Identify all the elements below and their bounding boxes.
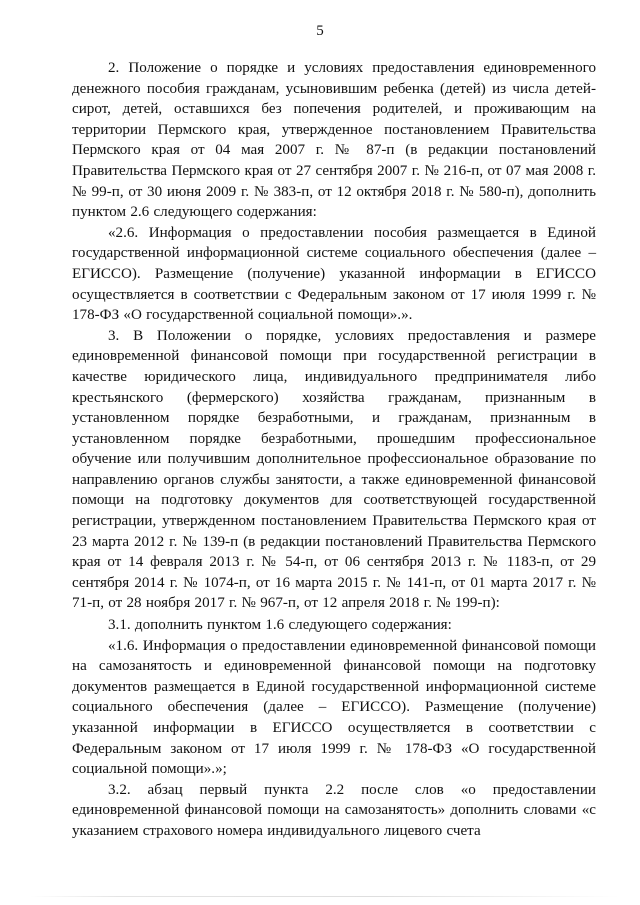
paragraph-2-6-quote: «2.6. Информация о предоставлении пособия размещается в Единой государственной информационной системе социального обеспечения (далее – ЕГИССО). Размещение (получение) указанной информации в ЕГИССО осуществляется в соответствии с Федеральным законом от 17 июля 1999 г. № 178-ФЗ «О государственной социальной помощи».». — [72, 224, 596, 324]
document-body — [72, 58, 596, 842]
paragraph-3-1: 3.1. дополнить пунктом 1.6 следующего содержания: — [108, 617, 452, 634]
scan-edge-line — [30, 896, 620, 897]
paragraph-3: 3. В Положении о порядке, условиях предоставления и размере единовременной финансовой помощи при государственной регистрации в качестве юридического лица, индивидуального предпринимателя либо крестьянского (фермерского) хозяйства гражданам, признанным в установленном порядке безработными, и гражданам, признанным в установленном порядке безработными, прошедшим профессиональное обучение или получившим дополнительное профессиональное образование по направлению органов службы занятости, а также единовременной финансовой помощи на подготовку документов для соответствующей государственной регистрации, утвержденном постановлением Правительства Пермского края от 23 марта 2012 г. № 139-п (в редакции постановлений Правительства Пермского края от 14 февраля 2013 г. № 54-п, от 06 сентября 2013 г. № 1183-п, от 29 сентября 2014 г. № 1074-п, от 16 марта 2015 г. № 141-п, от 01 марта 2017 г. № 71-п, от 28 ноября 2017 г. № 967-п, от 12 апреля 2018 г. № 199-п): — [72, 327, 596, 612]
paragraph-3-2: 3.2. абзац первый пункта 2.2 после слов «о предоставлении единовременной финансовой помощи на самозанятость» дополнить словами «с указанием страхового номера индивидуального лицевого счета — [72, 781, 596, 839]
paragraph-2: 2. Положение о порядке и условиях предоставления единовременного денежного пособия гражданам, усыновившим ребенка (детей) из числа детей-сирот, детей, оставшихся без попечения родителей, и проживающим на территории Пермского края, утвержденное постановлением Правительства Пермского края от 04 мая 2007 г. № 87-п (в редакции постановлений Правительства Пермского края от 27 сентября 2007 г. № 216-п, от 07 мая 2008 г. № 99-п, от 30 июня 2009 г. № 383-п, от 12 октября 2018 г. № 580-п), дополнить пунктом 2.6 следующего содержания: — [72, 60, 596, 221]
page-number: 5 — [316, 23, 324, 39]
paragraph-1-6-quote: «1.6. Информация о предоставлении единовременной финансовой помощи на самозанятость и единовременной финансовой помощи на подготовку документов размещается в Единой государственной информационной системе социального обеспечения (далее – ЕГИССО). Размещение (получение) указанной информации в ЕГИССО осуществляется в соответствии с Федеральным законом от 17 июля 1999 г. № 178-ФЗ «О государственной социальной помощи».»; — [72, 637, 596, 778]
